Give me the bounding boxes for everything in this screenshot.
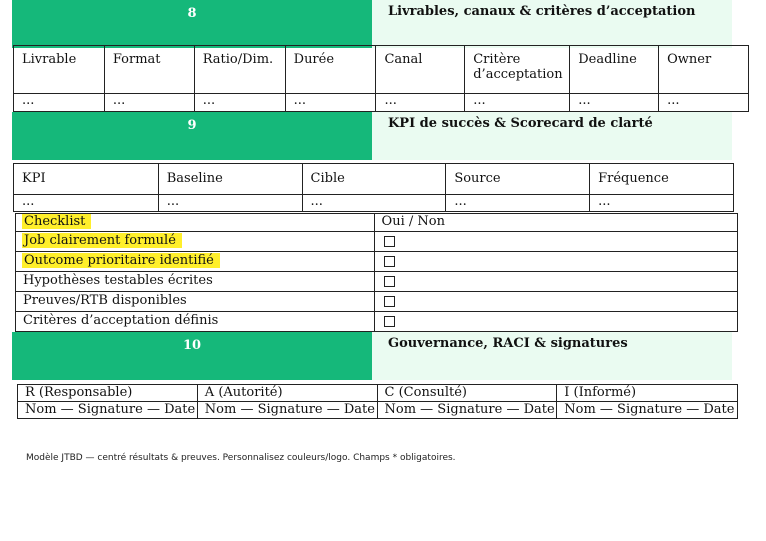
table-cell[interactable]: ... <box>446 195 590 212</box>
header-cell: Owner <box>659 46 749 94</box>
header-cell: Critère d’acceptation <box>465 46 570 94</box>
checklist-answer <box>374 272 737 292</box>
checklist-item <box>16 232 375 252</box>
raci-table <box>17 384 738 419</box>
header-cell: Deadline <box>570 46 659 94</box>
section-title: KPI de succès & Scorecard de clarté <box>372 112 732 160</box>
section-number: 8 <box>12 0 372 48</box>
checkbox[interactable] <box>384 256 395 267</box>
checklist-answer <box>374 292 737 312</box>
header-cell: Livrable <box>14 46 105 94</box>
header-cell: Source <box>446 164 590 195</box>
section-number: 9 <box>12 112 372 160</box>
footer-note: Modèle JTBD — centré résultats & preuves. Personnalisez couleurs/logo. Champs * obligatoires. <box>26 453 456 463</box>
checklist-item-label: Outcome prioritaire identifié <box>22 253 220 268</box>
checklist-item: Critères d’acceptation définis <box>16 312 375 332</box>
signature-field[interactable]: Nom — Signature — Date <box>18 402 198 419</box>
header-cell: Format <box>104 46 194 94</box>
table-cell[interactable]: ... <box>104 94 194 112</box>
signature-field[interactable]: Nom — Signature — Date <box>557 402 738 419</box>
checklist-item <box>16 252 375 272</box>
header-cell: Durée <box>285 46 376 94</box>
checklist-header <box>16 214 375 232</box>
checklist-header-label: Checklist <box>22 214 91 229</box>
header-cell: Canal <box>376 46 465 94</box>
header-cell: Ratio/Dim. <box>194 46 285 94</box>
table-cell[interactable]: ... <box>570 94 659 112</box>
header-cell: Cible <box>302 164 446 195</box>
header-cell: Fréquence <box>590 164 734 195</box>
checklist-item: Hypothèses testables écrites <box>16 272 375 292</box>
checklist-answer <box>374 252 737 272</box>
checkbox[interactable] <box>384 276 395 287</box>
table-cell[interactable]: ... <box>376 94 465 112</box>
raci-role: A (Autorité) <box>197 385 377 402</box>
table-cell[interactable]: ... <box>285 94 376 112</box>
checklist-answer <box>374 312 737 332</box>
section-title: Livrables, canaux & critères d’acceptation <box>372 0 732 48</box>
signature-field[interactable]: Nom — Signature — Date <box>197 402 377 419</box>
table-cell[interactable]: ... <box>659 94 749 112</box>
header-cell: KPI <box>14 164 159 195</box>
header-cell: Baseline <box>158 164 302 195</box>
table-cell[interactable]: ... <box>590 195 734 212</box>
signature-field[interactable]: Nom — Signature — Date <box>377 402 557 419</box>
table-cell[interactable]: ... <box>158 195 302 212</box>
checklist-item: Preuves/RTB disponibles <box>16 292 375 312</box>
checkbox[interactable] <box>384 296 395 307</box>
deliverables-table <box>13 45 749 112</box>
checklist-item-label: Job clairement formulé <box>22 233 182 248</box>
kpi-table <box>13 163 734 212</box>
table-cell[interactable]: ... <box>302 195 446 212</box>
checklist-table <box>15 213 738 332</box>
section-number: 10 <box>12 332 372 380</box>
table-cell[interactable]: ... <box>465 94 570 112</box>
section-title: Gouvernance, RACI & signatures <box>372 332 732 380</box>
raci-role: I (Informé) <box>557 385 738 402</box>
checkbox[interactable] <box>384 316 395 327</box>
raci-role: C (Consulté) <box>377 385 557 402</box>
checklist-answer <box>374 232 737 252</box>
table-cell[interactable]: ... <box>14 195 159 212</box>
raci-role: R (Responsable) <box>18 385 198 402</box>
answer-header: Oui / Non <box>374 214 737 232</box>
table-cell[interactable]: ... <box>14 94 105 112</box>
checkbox[interactable] <box>384 236 395 247</box>
table-cell[interactable]: ... <box>194 94 285 112</box>
